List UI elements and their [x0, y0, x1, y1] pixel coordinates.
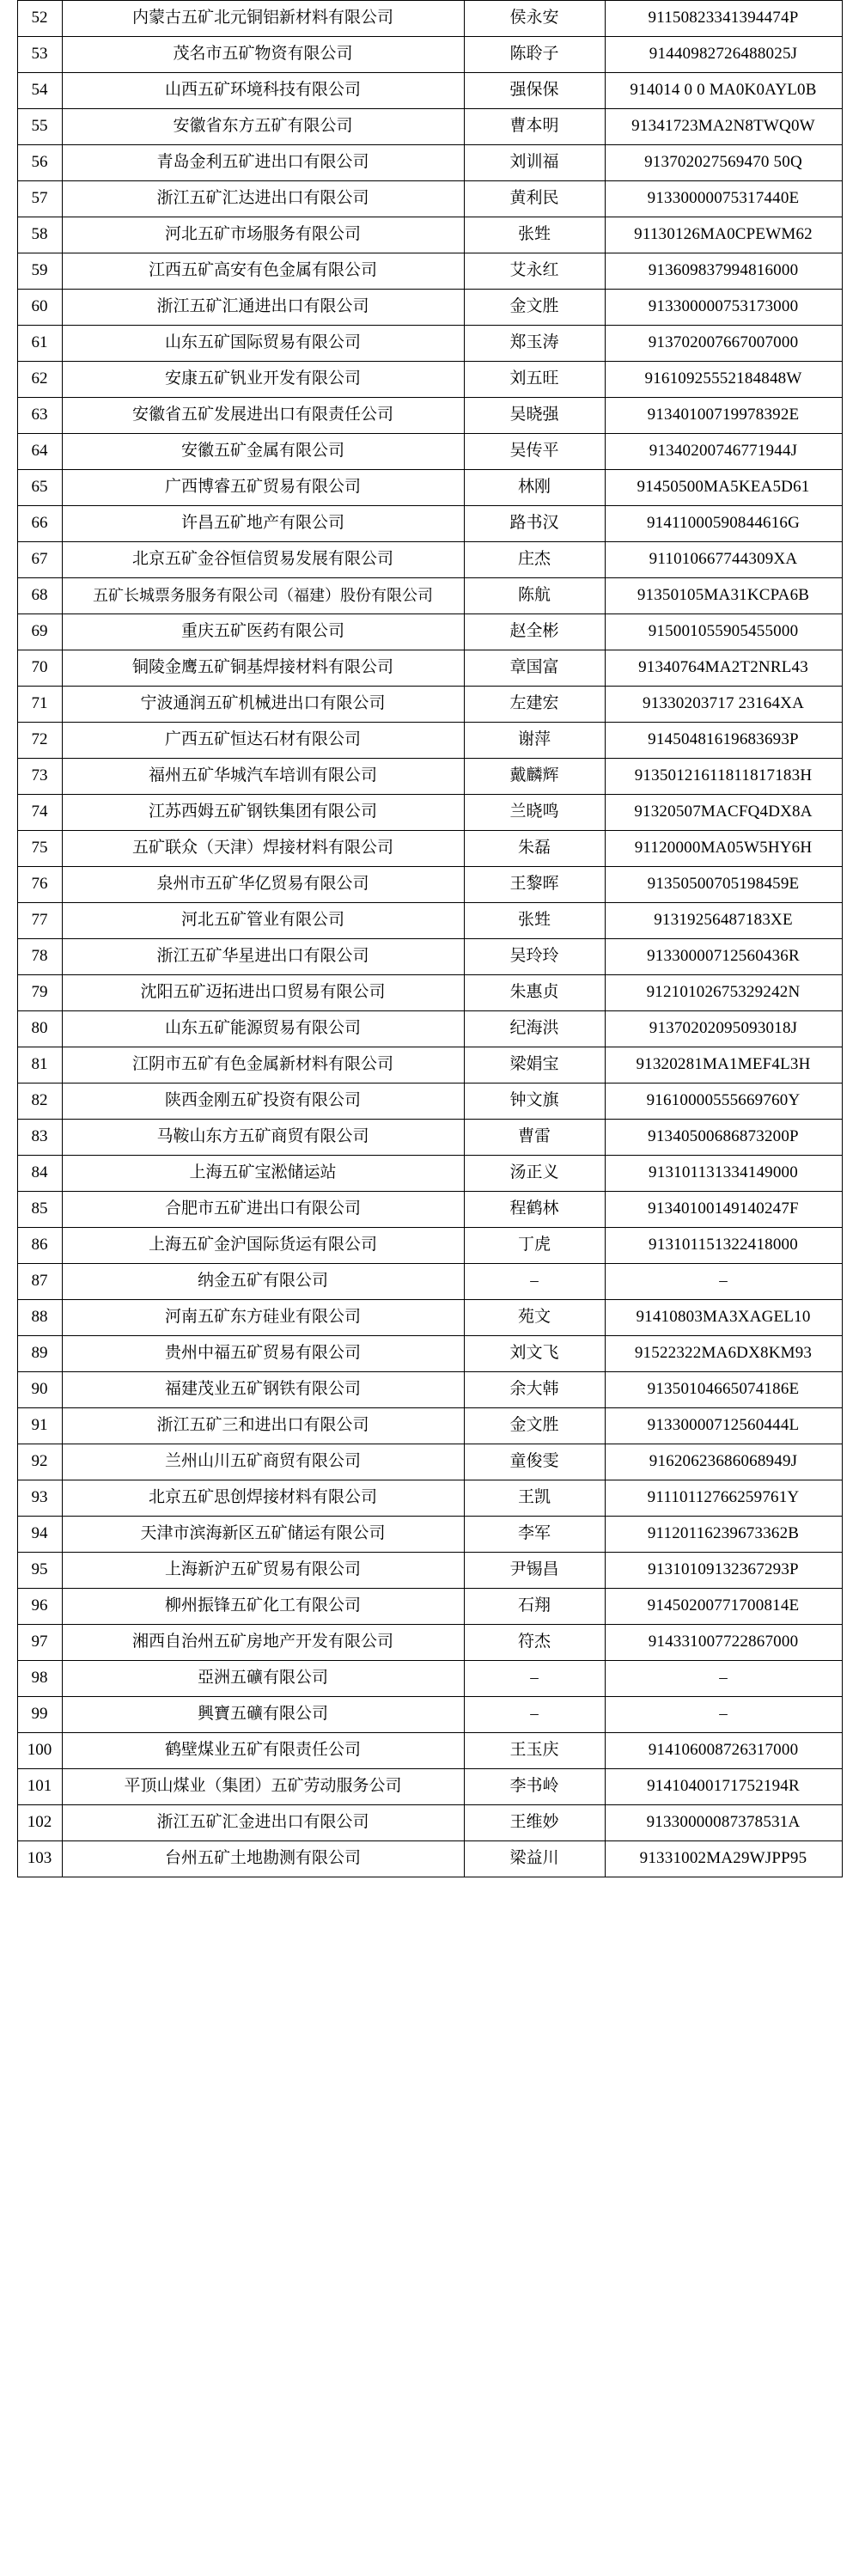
- unified-social-credit-code: 91350105MA31KCPA6B: [605, 578, 842, 614]
- company-name: 广西博睿五矿贸易有限公司: [62, 470, 464, 506]
- company-name: 天津市滨海新区五矿储运有限公司: [62, 1517, 464, 1553]
- row-index: 86: [17, 1228, 62, 1264]
- legal-representative: 刘五旺: [464, 362, 605, 398]
- legal-representative: 强保保: [464, 73, 605, 109]
- legal-representative: 金文胜: [464, 1408, 605, 1444]
- table-row: [17, 1120, 842, 1156]
- legal-representative: 章国富: [464, 650, 605, 687]
- legal-representative: 梁娟宝: [464, 1047, 605, 1084]
- unified-social-credit-code: 91341723MA2N8TWQ0W: [605, 109, 842, 145]
- unified-social-credit-code: 91340200746771944J: [605, 434, 842, 470]
- table-row: [17, 614, 842, 650]
- company-registry-table: [17, 0, 843, 1877]
- legal-representative: 童俊雯: [464, 1444, 605, 1480]
- legal-representative: 石翔: [464, 1589, 605, 1625]
- company-name: 五矿长城票务服务有限公司（福建）股份有限公司: [62, 578, 464, 614]
- unified-social-credit-code: 91450500MA5KEA5D61: [605, 470, 842, 506]
- row-index: 67: [17, 542, 62, 578]
- row-index: 61: [17, 326, 62, 362]
- row-index: 73: [17, 759, 62, 795]
- table-row: [17, 578, 842, 614]
- legal-representative: 尹锡昌: [464, 1553, 605, 1589]
- company-name: 浙江五矿汇达进出口有限公司: [62, 181, 464, 217]
- table-row: [17, 1769, 842, 1805]
- company-name: 内蒙古五矿北元铜铝新材料有限公司: [62, 1, 464, 37]
- company-name: 江阴市五矿有色金属新材料有限公司: [62, 1047, 464, 1084]
- company-name: 兰州山川五矿商贸有限公司: [62, 1444, 464, 1480]
- legal-representative: 曹本明: [464, 109, 605, 145]
- row-index: 101: [17, 1769, 62, 1805]
- company-name: 台州五矿土地勘测有限公司: [62, 1841, 464, 1877]
- row-index: 76: [17, 867, 62, 903]
- legal-representative: 吴玲玲: [464, 939, 605, 975]
- legal-representative: 刘文飞: [464, 1336, 605, 1372]
- row-index: 53: [17, 37, 62, 73]
- company-name: 柳州振锋五矿化工有限公司: [62, 1589, 464, 1625]
- table-row: [17, 1300, 842, 1336]
- table-row: [17, 1805, 842, 1841]
- row-index: 59: [17, 253, 62, 290]
- legal-representative: 吴传平: [464, 434, 605, 470]
- unified-social-credit-code: 91150823341394474P: [605, 1, 842, 37]
- row-index: 74: [17, 795, 62, 831]
- company-name: 茂名市五矿物资有限公司: [62, 37, 464, 73]
- unified-social-credit-code: 914331007722867000: [605, 1625, 842, 1661]
- unified-social-credit-code: 913702007667007000: [605, 326, 842, 362]
- legal-representative: 王维妙: [464, 1805, 605, 1841]
- table-row: [17, 470, 842, 506]
- legal-representative: –: [464, 1264, 605, 1300]
- row-index: 79: [17, 975, 62, 1011]
- unified-social-credit-code: 91610925552184848W: [605, 362, 842, 398]
- row-index: 93: [17, 1480, 62, 1517]
- company-name: 青岛金利五矿进出口有限公司: [62, 145, 464, 181]
- unified-social-credit-code: 91330000087378531A: [605, 1805, 842, 1841]
- legal-representative: –: [464, 1661, 605, 1697]
- unified-social-credit-code: 91130126MA0CPEWM62: [605, 217, 842, 253]
- table-row: [17, 1372, 842, 1408]
- legal-representative: –: [464, 1697, 605, 1733]
- legal-representative: 张甡: [464, 217, 605, 253]
- legal-representative: 王黎晖: [464, 867, 605, 903]
- legal-representative: 李军: [464, 1517, 605, 1553]
- legal-representative: 金文胜: [464, 290, 605, 326]
- table-row: [17, 1336, 842, 1372]
- row-index: 58: [17, 217, 62, 253]
- row-index: 92: [17, 1444, 62, 1480]
- company-name: 福州五矿华城汽车培训有限公司: [62, 759, 464, 795]
- legal-representative: 纪海洪: [464, 1011, 605, 1047]
- unified-social-credit-code: 91350121611811817183H: [605, 759, 842, 795]
- table-body: [17, 1, 842, 1877]
- table-row: [17, 867, 842, 903]
- company-name: 安康五矿钒业开发有限公司: [62, 362, 464, 398]
- row-index: 62: [17, 362, 62, 398]
- company-name: 山西五矿环境科技有限公司: [62, 73, 464, 109]
- unified-social-credit-code: 91340100149140247F: [605, 1192, 842, 1228]
- row-index: 95: [17, 1553, 62, 1589]
- legal-representative: 庄杰: [464, 542, 605, 578]
- row-index: 64: [17, 434, 62, 470]
- unified-social-credit-code: 91610000555669760Y: [605, 1084, 842, 1120]
- table-row: [17, 1480, 842, 1517]
- unified-social-credit-code: 91120000MA05W5HY6H: [605, 831, 842, 867]
- legal-representative: 程鹤林: [464, 1192, 605, 1228]
- table-row: [17, 1625, 842, 1661]
- legal-representative: 丁虎: [464, 1228, 605, 1264]
- table-row: [17, 831, 842, 867]
- unified-social-credit-code: 913702027569470 50Q: [605, 145, 842, 181]
- table-row: [17, 1192, 842, 1228]
- row-index: 82: [17, 1084, 62, 1120]
- table-row: [17, 1011, 842, 1047]
- unified-social-credit-code: 91620623686068949J: [605, 1444, 842, 1480]
- unified-social-credit-code: 91350104665074186E: [605, 1372, 842, 1408]
- unified-social-credit-code: 91330000075317440E: [605, 181, 842, 217]
- row-index: 52: [17, 1, 62, 37]
- unified-social-credit-code: 91320281MA1MEF4L3H: [605, 1047, 842, 1084]
- row-index: 85: [17, 1192, 62, 1228]
- table-row: [17, 975, 842, 1011]
- company-name: 亞洲五礦有限公司: [62, 1661, 464, 1697]
- table-row: [17, 1156, 842, 1192]
- unified-social-credit-code: 91120116239673362B: [605, 1517, 842, 1553]
- legal-representative: 谢萍: [464, 723, 605, 759]
- company-name: 合肥市五矿进出口有限公司: [62, 1192, 464, 1228]
- unified-social-credit-code: 91319256487183XE: [605, 903, 842, 939]
- row-index: 103: [17, 1841, 62, 1877]
- company-name: 河南五矿东方硅业有限公司: [62, 1300, 464, 1336]
- row-index: 81: [17, 1047, 62, 1084]
- row-index: 63: [17, 398, 62, 434]
- company-name: 上海新沪五矿贸易有限公司: [62, 1553, 464, 1589]
- unified-social-credit-code: 913300000753173000: [605, 290, 842, 326]
- table-row: [17, 1408, 842, 1444]
- row-index: 96: [17, 1589, 62, 1625]
- row-index: 78: [17, 939, 62, 975]
- row-index: 91: [17, 1408, 62, 1444]
- company-name: 宁波通润五矿机械进出口有限公司: [62, 687, 464, 723]
- legal-representative: 侯永安: [464, 1, 605, 37]
- table-row: [17, 1, 842, 37]
- table-row: [17, 398, 842, 434]
- table-row: [17, 723, 842, 759]
- unified-social-credit-code: 91350500705198459E: [605, 867, 842, 903]
- legal-representative: 戴麟辉: [464, 759, 605, 795]
- company-name: 泉州市五矿华亿贸易有限公司: [62, 867, 464, 903]
- row-index: 77: [17, 903, 62, 939]
- legal-representative: 王凯: [464, 1480, 605, 1517]
- unified-social-credit-code: 91340100719978392E: [605, 398, 842, 434]
- table-row: [17, 1517, 842, 1553]
- company-name: 江苏西姆五矿钢铁集团有限公司: [62, 795, 464, 831]
- legal-representative: 符杰: [464, 1625, 605, 1661]
- table-row: [17, 290, 842, 326]
- legal-representative: 林刚: [464, 470, 605, 506]
- row-index: 75: [17, 831, 62, 867]
- legal-representative: 曹雷: [464, 1120, 605, 1156]
- row-index: 66: [17, 506, 62, 542]
- unified-social-credit-code: 91340764MA2T2NRL43: [605, 650, 842, 687]
- row-index: 97: [17, 1625, 62, 1661]
- table-row: [17, 109, 842, 145]
- row-index: 70: [17, 650, 62, 687]
- row-index: 65: [17, 470, 62, 506]
- unified-social-credit-code: 91410803MA3XAGEL10: [605, 1300, 842, 1336]
- row-index: 60: [17, 290, 62, 326]
- company-name: 湘西自治州五矿房地产开发有限公司: [62, 1625, 464, 1661]
- legal-representative: 朱磊: [464, 831, 605, 867]
- legal-representative: 汤正义: [464, 1156, 605, 1192]
- unified-social-credit-code: 91320507MACFQ4DX8A: [605, 795, 842, 831]
- unified-social-credit-code: 91450200771700814E: [605, 1589, 842, 1625]
- row-index: 99: [17, 1697, 62, 1733]
- unified-social-credit-code: 91330000712560444L: [605, 1408, 842, 1444]
- company-name: 平顶山煤业（集团）五矿劳动服务公司: [62, 1769, 464, 1805]
- legal-representative: 左建宏: [464, 687, 605, 723]
- company-name: 浙江五矿华星进出口有限公司: [62, 939, 464, 975]
- table-row: [17, 1264, 842, 1300]
- legal-representative: 余大韩: [464, 1372, 605, 1408]
- table-row: [17, 253, 842, 290]
- unified-social-credit-code: 91310109132367293P: [605, 1553, 842, 1589]
- table-row: [17, 1733, 842, 1769]
- row-index: 71: [17, 687, 62, 723]
- unified-social-credit-code: 911010667744309XA: [605, 542, 842, 578]
- legal-representative: 路书汉: [464, 506, 605, 542]
- table-row: [17, 73, 842, 109]
- table-row: [17, 1589, 842, 1625]
- table-row: [17, 1084, 842, 1120]
- unified-social-credit-code: –: [605, 1697, 842, 1733]
- unified-social-credit-code: 91440982726488025J: [605, 37, 842, 73]
- legal-representative: 朱惠贞: [464, 975, 605, 1011]
- unified-social-credit-code: 91522322MA6DX8KM93: [605, 1336, 842, 1372]
- unified-social-credit-code: 913609837994816000: [605, 253, 842, 290]
- company-name: 广西五矿恒达石材有限公司: [62, 723, 464, 759]
- legal-representative: 吴晓强: [464, 398, 605, 434]
- company-name: 铜陵金鹰五矿铜基焊接材料有限公司: [62, 650, 464, 687]
- legal-representative: 苑文: [464, 1300, 605, 1336]
- company-name: 興寶五礦有限公司: [62, 1697, 464, 1733]
- legal-representative: 艾永红: [464, 253, 605, 290]
- table-row: [17, 362, 842, 398]
- row-index: 88: [17, 1300, 62, 1336]
- legal-representative: 王玉庆: [464, 1733, 605, 1769]
- table-row: [17, 1841, 842, 1877]
- company-name: 山东五矿国际贸易有限公司: [62, 326, 464, 362]
- company-name: 安徽省东方五矿有限公司: [62, 109, 464, 145]
- company-name: 北京五矿思创焊接材料有限公司: [62, 1480, 464, 1517]
- unified-social-credit-code: –: [605, 1264, 842, 1300]
- table-row: [17, 434, 842, 470]
- unified-social-credit-code: 913101131334149000: [605, 1156, 842, 1192]
- table-row: [17, 145, 842, 181]
- table-row: [17, 1553, 842, 1589]
- company-name: 山东五矿能源贸易有限公司: [62, 1011, 464, 1047]
- table-row: [17, 181, 842, 217]
- unified-social-credit-code: 91331002MA29WJPP95: [605, 1841, 842, 1877]
- company-name: 鹤壁煤业五矿有限责任公司: [62, 1733, 464, 1769]
- legal-representative: 刘训福: [464, 145, 605, 181]
- legal-representative: 张甡: [464, 903, 605, 939]
- company-name: 福建茂业五矿钢铁有限公司: [62, 1372, 464, 1408]
- unified-social-credit-code: 91330000712560436R: [605, 939, 842, 975]
- unified-social-credit-code: –: [605, 1661, 842, 1697]
- unified-social-credit-code: 91410400171752194R: [605, 1769, 842, 1805]
- company-name: 陕西金刚五矿投资有限公司: [62, 1084, 464, 1120]
- company-name: 马鞍山东方五矿商贸有限公司: [62, 1120, 464, 1156]
- unified-social-credit-code: 914106008726317000: [605, 1733, 842, 1769]
- table-row: [17, 326, 842, 362]
- row-index: 69: [17, 614, 62, 650]
- row-index: 100: [17, 1733, 62, 1769]
- unified-social-credit-code: 91110112766259761Y: [605, 1480, 842, 1517]
- company-name: 浙江五矿汇通进出口有限公司: [62, 290, 464, 326]
- row-index: 72: [17, 723, 62, 759]
- company-name: 重庆五矿医药有限公司: [62, 614, 464, 650]
- unified-social-credit-code: 91450481619683693P: [605, 723, 842, 759]
- legal-representative: 赵全彬: [464, 614, 605, 650]
- unified-social-credit-code: 91411000590844616G: [605, 506, 842, 542]
- company-name: 沈阳五矿迈拓进出口贸易有限公司: [62, 975, 464, 1011]
- legal-representative: 梁益川: [464, 1841, 605, 1877]
- table-row: [17, 506, 842, 542]
- company-name: 安徽省五矿发展进出口有限责任公司: [62, 398, 464, 434]
- table-row: [17, 1444, 842, 1480]
- row-index: 54: [17, 73, 62, 109]
- company-name: 许昌五矿地产有限公司: [62, 506, 464, 542]
- table-row: [17, 1228, 842, 1264]
- row-index: 83: [17, 1120, 62, 1156]
- company-name: 河北五矿管业有限公司: [62, 903, 464, 939]
- table-row: [17, 37, 842, 73]
- row-index: 84: [17, 1156, 62, 1192]
- table-row: [17, 650, 842, 687]
- table-row: [17, 939, 842, 975]
- company-name: 江西五矿高安有色金属有限公司: [62, 253, 464, 290]
- legal-representative: 兰晓鸣: [464, 795, 605, 831]
- company-name: 纳金五矿有限公司: [62, 1264, 464, 1300]
- row-index: 98: [17, 1661, 62, 1697]
- company-name: 浙江五矿汇金进出口有限公司: [62, 1805, 464, 1841]
- table-row: [17, 1047, 842, 1084]
- company-name: 贵州中福五矿贸易有限公司: [62, 1336, 464, 1372]
- table-row: [17, 795, 842, 831]
- row-index: 87: [17, 1264, 62, 1300]
- table-row: [17, 217, 842, 253]
- unified-social-credit-code: 914014 0 0 MA0K0AYL0B: [605, 73, 842, 109]
- row-index: 90: [17, 1372, 62, 1408]
- legal-representative: 郑玉涛: [464, 326, 605, 362]
- row-index: 102: [17, 1805, 62, 1841]
- row-index: 57: [17, 181, 62, 217]
- legal-representative: 李书岭: [464, 1769, 605, 1805]
- company-name: 上海五矿金沪国际货运有限公司: [62, 1228, 464, 1264]
- table-row: [17, 1697, 842, 1733]
- company-name: 河北五矿市场服务有限公司: [62, 217, 464, 253]
- company-name: 五矿联众（天津）焊接材料有限公司: [62, 831, 464, 867]
- company-name: 北京五矿金谷恒信贸易发展有限公司: [62, 542, 464, 578]
- legal-representative: 陈航: [464, 578, 605, 614]
- row-index: 56: [17, 145, 62, 181]
- unified-social-credit-code: 913101151322418000: [605, 1228, 842, 1264]
- table-row: [17, 903, 842, 939]
- row-index: 89: [17, 1336, 62, 1372]
- table-row: [17, 1661, 842, 1697]
- legal-representative: 黄利民: [464, 181, 605, 217]
- table-row: [17, 542, 842, 578]
- legal-representative: 钟文旗: [464, 1084, 605, 1120]
- unified-social-credit-code: 915001055905455000: [605, 614, 842, 650]
- unified-social-credit-code: 91340500686873200P: [605, 1120, 842, 1156]
- company-name: 浙江五矿三和进出口有限公司: [62, 1408, 464, 1444]
- unified-social-credit-code: 91210102675329242N: [605, 975, 842, 1011]
- unified-social-credit-code: 91330203717 23164XA: [605, 687, 842, 723]
- unified-social-credit-code: 91370202095093018J: [605, 1011, 842, 1047]
- company-name: 安徽五矿金属有限公司: [62, 434, 464, 470]
- row-index: 68: [17, 578, 62, 614]
- row-index: 94: [17, 1517, 62, 1553]
- legal-representative: 陈聆子: [464, 37, 605, 73]
- company-name: 上海五矿宝淞储运站: [62, 1156, 464, 1192]
- row-index: 80: [17, 1011, 62, 1047]
- table-row: [17, 687, 842, 723]
- row-index: 55: [17, 109, 62, 145]
- table-row: [17, 759, 842, 795]
